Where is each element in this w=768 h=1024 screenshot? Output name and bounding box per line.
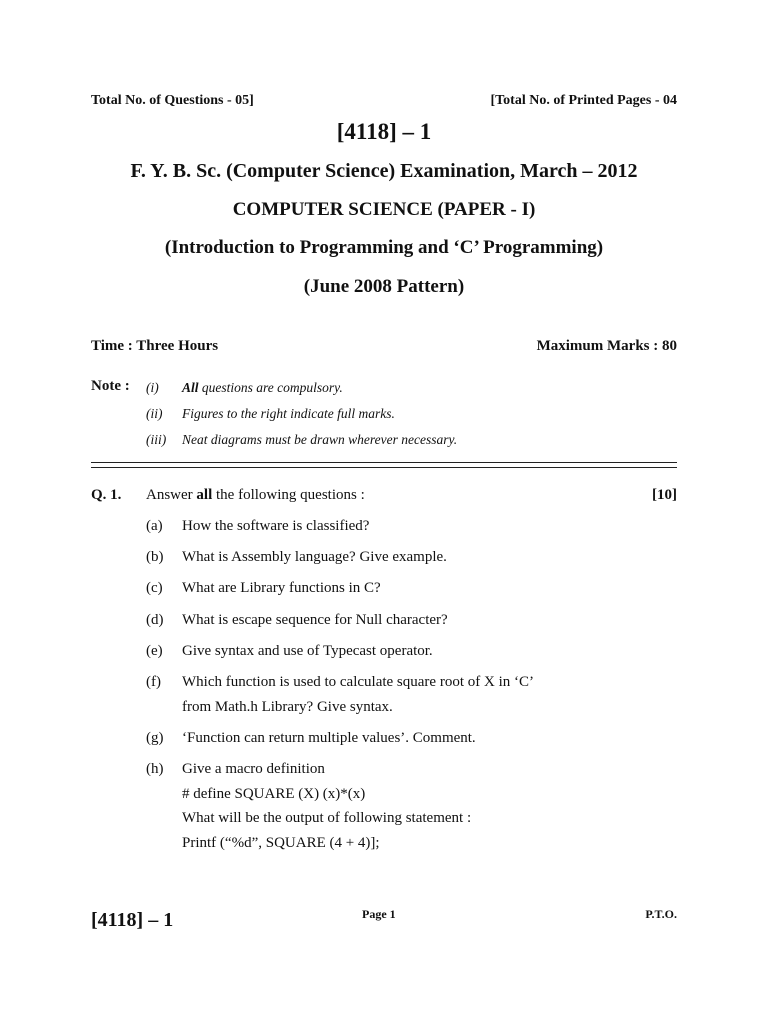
sub-question-text: from Math.h Library? Give syntax. [182,698,393,715]
sub-question-text: What is Assembly language? Give example. [182,549,447,565]
sub-question-label: (g) [146,730,164,746]
question-number: Q. 1. [91,487,122,503]
sub-question-text: What will be the output of following statement : [182,810,472,826]
sub-question-text: How the software is classified? [182,518,370,534]
total-pages: [Total No. of Printed Pages - 04 [490,93,677,108]
sub-question-label: (a) [146,518,163,534]
note-label: Note : [91,378,130,394]
paper-title: (Introduction to Programming and ‘C’ Programming) [164,237,604,258]
sub-question-text: What is escape sequence for Null character? [182,612,448,628]
subject-title: COMPUTER SCIENCE (PAPER - I) [232,199,536,220]
sub-question-text: What are Library functions in C? [182,580,381,596]
time-label: Time : Three Hours [91,338,219,354]
question-marks: [10] [652,487,677,503]
total-questions: Total No. of Questions - 05] [91,93,254,108]
divider-line [91,462,677,463]
sub-question-label: (e) [146,643,163,659]
sub-question-label: (f) [146,674,161,690]
note-num: (i) [146,380,159,395]
footer-code: [4118] – 1 [91,909,174,931]
question-intro [146,487,365,504]
sub-question-label: (h) [146,761,164,777]
paper-code: [4118] – 1 [336,119,432,144]
intro-text: the following questions : [212,487,365,503]
sub-question-text: Give a macro definition [182,761,325,777]
sub-question-text: # define SQUARE (X) (x)*(x) [182,785,366,802]
note-item [182,380,343,396]
note-emphasis: All [182,380,199,395]
sub-question-text: Printf (“%d”, SQUARE (4 + 4)]; [182,834,380,851]
note-item: Neat diagrams must be drawn wherever necessary. [182,432,458,447]
sub-question-label: (d) [146,612,164,628]
max-marks: Maximum Marks : 80 [536,338,677,354]
divider-line [91,467,677,468]
pto-label: P.T.O. [645,907,677,921]
sub-question-label: (b) [146,549,164,565]
note-num: (iii) [146,432,167,447]
exam-title: F. Y. B. Sc. (Computer Science) Examination, March – 2012 [130,160,638,182]
note-item: Figures to the right indicate full marks. [182,406,395,421]
sub-question-text: ‘Function can return multiple values’. Comment. [182,730,476,746]
note-num: (ii) [146,406,163,421]
pattern-title: (June 2008 Pattern) [303,276,465,297]
sub-question-text: Which function is used to calculate square root of X in ‘C’ [182,674,534,690]
sub-question-text: Give syntax and use of Typecast operator. [182,643,433,659]
note-text: questions are compulsory. [198,380,343,395]
intro-text: Answer [146,487,197,503]
intro-emphasis: all [196,487,213,503]
page-number: Page 1 [362,907,396,921]
sub-question-label: (c) [146,580,163,596]
